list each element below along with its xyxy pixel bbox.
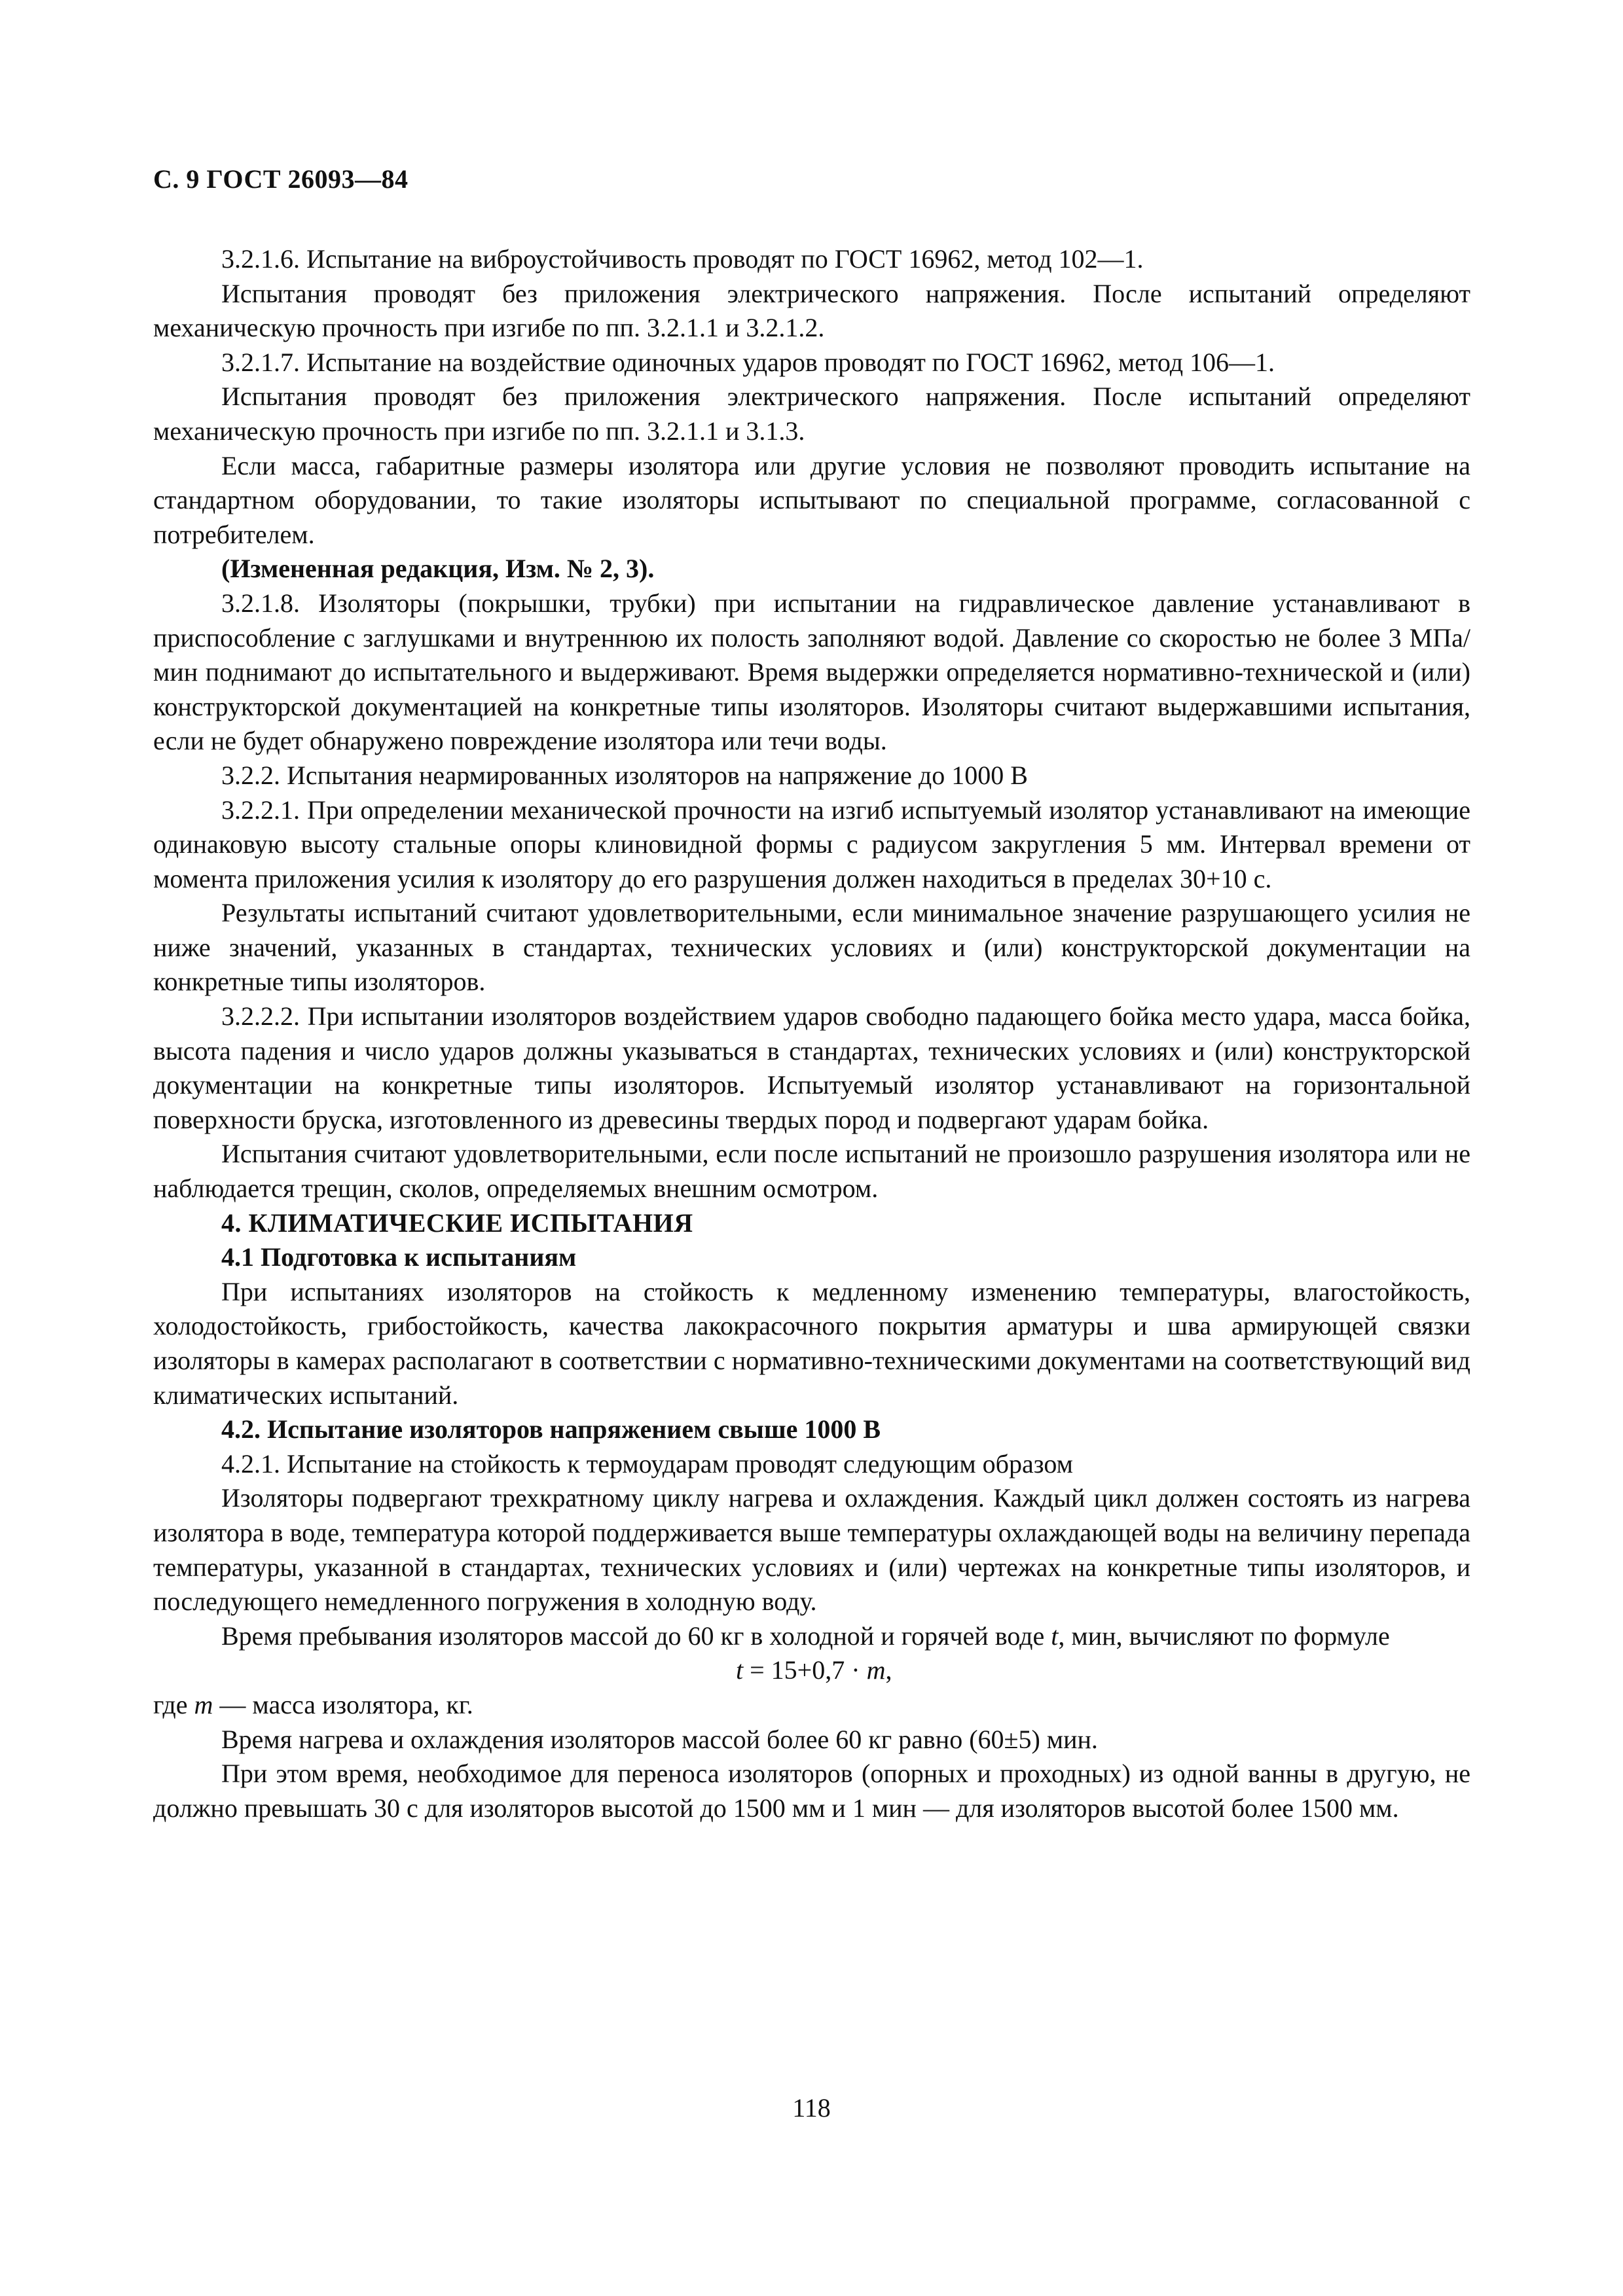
page-number: 118 (792, 2093, 831, 2123)
paragraph: При испытаниях изоляторов на стойкость к медленному изменению температуры, влагостойкость, холодостойкость, грибостойкость, качества лакокрасочного покрытия арматуры и шва армирующей связки изоляторы в камерах располагают в соответствии с нормативно-техническими документами на соответствующий вид климатических испытаний. (153, 1276, 1470, 1410)
paragraph: Время нагрева и охлаждения изоляторов массой более 60 кг равно (60±5) мин. (221, 1724, 1098, 1754)
paragraph-time-formula-intro (153, 1619, 1470, 1654)
subsection-heading-4-2: 4.2. Испытание изоляторов напряжением свыше 1000 В (221, 1414, 881, 1444)
paragraph: Если масса, габаритные размеры изолятора или другие условия не позволяют проводить испытание на стандартном оборудовании, то такие изоляторы испытывают по специальной программе, согласованной с потребителем. (153, 450, 1470, 549)
paragraph-3-2-1-8: 3.2.1.8. Изоляторы (покрышки, трубки) при испытании на гидравлическое давление устанавливают в приспособление с заглушками и внутреннюю их полость заполняют водой. Давление со скоростью не более 3 МПа/мин поднимают до испытательного и выдерживают. Время выдержки определяется нормативно-технической и (или) конструкторской документацией на конкретные типы изоляторов. Изоляторы считают выдержавшими испытания, если не будет обнаружено повреждение изолятора или течи воды. (153, 588, 1470, 756)
text: Время пребывания изоляторов массой до 60 кг в холодной и горячей воде (221, 1621, 1051, 1651)
formula-var-m: m (866, 1655, 886, 1685)
text: — масса изолятора, кг. (213, 1689, 473, 1719)
paragraph: Изоляторы подвергают трехкратному циклу нагрева и охлаждения. Каждый цикл должен состоять из нагрева изолятора в воде, температура которой поддерживается выше температуры охлаждающей воды на величину перепада температуры, указанной в стандартах, технических условиях и (или) чертежах на конкретные типы изоляторов, и последующего немедленного погружения в холодную воду. (153, 1483, 1470, 1617)
text: , мин, вычисляют по формуле (1058, 1621, 1390, 1651)
paragraph-4-2-1: 4.2.1. Испытание на стойкость к термоударам проводят следующим образом (221, 1448, 1073, 1479)
text: где (153, 1689, 194, 1719)
paragraph: При этом время, необходимое для переноса изоляторов (опорных и проходных) из одной ванны в другую, не должно превышать 30 с для изоляторов высотой до 1500 мм и 1 мин — для изоляторов высотой более 1500 мм. (153, 1759, 1470, 1823)
page-header: С. 9 ГОСТ 26093—84 (153, 164, 409, 194)
paragraph-3-2-1-7: 3.2.1.7. Испытание на воздействие одиночных ударов проводят по ГОСТ 16962, метод 106—1. (221, 347, 1275, 377)
paragraph: Испытания проводят без приложения электрического напряжения. После испытаний определяют механическую прочность при изгибе по пп. 3.2.1.1 и 3.1.3. (153, 382, 1470, 446)
document-body (153, 242, 1470, 1825)
paragraph-3-2-2-2: 3.2.2.2. При испытании изоляторов воздействием ударов свободно падающего бойка место удара, масса бойка, высота падения и число ударов должны указываться в стандартах, технических условиях и (или) конструкторской документации на конкретные типы изоляторов. Испытуемый изолятор устанавливают на горизонтальной поверхности бруска, изготовленного из древесины твердых пород и подвергают ударам бойка. (153, 1001, 1470, 1134)
subsection-heading-4-1: 4.1 Подготовка к испытаниям (221, 1242, 577, 1272)
variable-m: m (194, 1689, 213, 1719)
amendment-note: (Измененная редакция, Изм. № 2, 3). (221, 554, 655, 584)
paragraph-3-2-2-1: 3.2.2.1. При определении механической прочности на изгиб испытуемый изолятор устанавливают на имеющие одинаковую высоту стальные опоры клиновидной формы с радиусом закругления 5 мм. Интервал времени от момента приложения усилия к изолятору до его разрушения должен находиться в пределах 30+10 с. (153, 795, 1470, 893)
paragraph: Испытания считают удовлетворительными, если после испытаний не произошло разрушения изолятора или не наблюдается трещин, сколов, определяемых внешним осмотром. (153, 1139, 1470, 1204)
formula-expression: = 15+0,7 · (743, 1655, 867, 1685)
formula-var-t: t (736, 1655, 744, 1685)
paragraph: Результаты испытаний считают удовлетворительными, если минимальное значение разрушающего усилия не ниже значений, указанных в стандартах, технических условиях и (или) конструкторской документации на конкретные типы изоляторов. (153, 898, 1470, 997)
paragraph-3-2-2: 3.2.2. Испытания неармированных изоляторов на напряжение до 1000 В (221, 760, 1028, 790)
section-title: 4. КЛИМАТИЧЕСКИЕ ИСПЫТАНИЯ (221, 1208, 693, 1238)
formula-legend (153, 1688, 1470, 1723)
paragraph: Испытания проводят без приложения электрического напряжения. После испытаний определяют механическую прочность при изгибе по пп. 3.2.1.1 и 3.2.1.2. (153, 278, 1470, 343)
paragraph-3-2-1-6: 3.2.1.6. Испытание на виброустойчивость проводят по ГОСТ 16962, метод 102—1. (221, 244, 1144, 274)
variable-t: t (1051, 1621, 1059, 1651)
formula (153, 1653, 1470, 1688)
formula-end: , (885, 1655, 892, 1685)
